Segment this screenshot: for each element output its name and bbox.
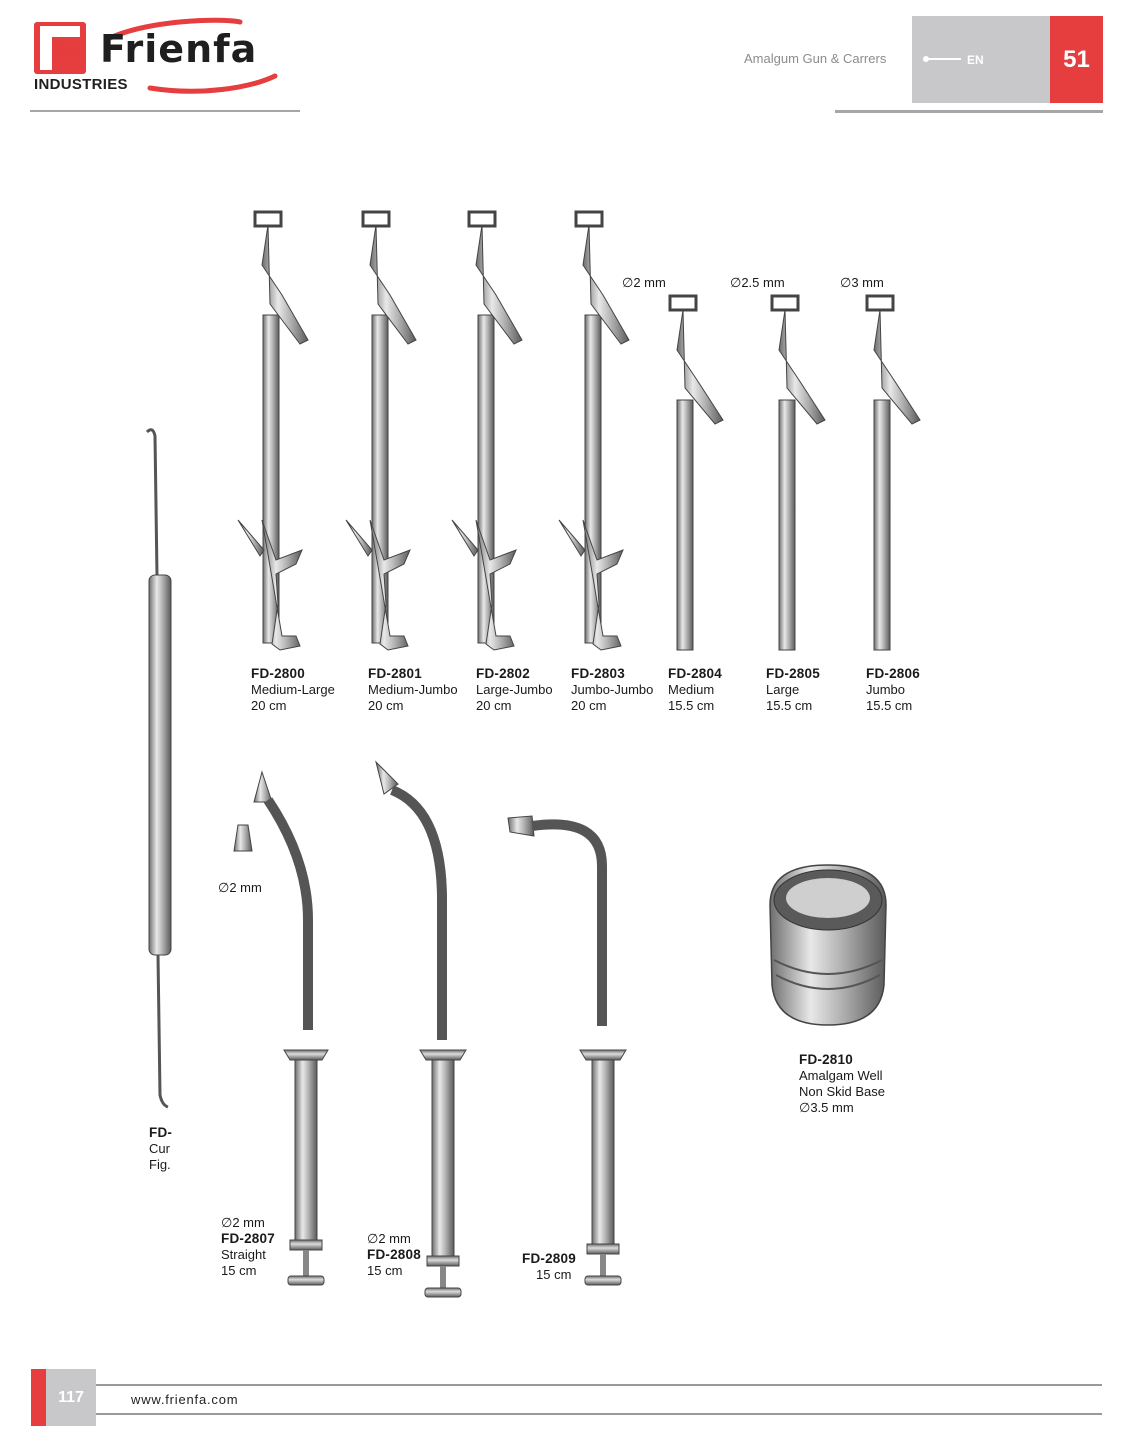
footer-url-link[interactable]: www.frienfa.com [131, 1392, 239, 1407]
cropped-instrument-image [147, 430, 171, 1107]
product-fd-2801 [368, 666, 458, 714]
product-fd-2805 [766, 666, 820, 714]
product-length: 15.5 cm [866, 698, 913, 713]
product-name: Jumbo-Jumbo [571, 682, 654, 697]
product-code: FD-2802 [476, 666, 530, 681]
language-label[interactable]: EN [967, 53, 984, 67]
product-fd-2804 [668, 666, 722, 714]
gun-fd-2808-image [376, 762, 466, 1297]
diameter-fd-2806: ∅3 mm [840, 275, 884, 290]
brand-name: Frienfa [100, 27, 258, 71]
gun-fd-2807-image [234, 772, 328, 1285]
product-name: Medium-Large [251, 682, 335, 697]
footer-divider-top [96, 1384, 1102, 1386]
product-name: Straight [221, 1247, 266, 1262]
product-length: 15.5 cm [766, 698, 813, 713]
product-line2: Non Skid Base [799, 1084, 885, 1099]
product-code: FD-2808 [367, 1247, 421, 1262]
footer-divider-bottom [96, 1413, 1102, 1415]
product-name: Large [766, 682, 800, 697]
product-length: 15 cm [221, 1263, 257, 1278]
product-code: FD-2807 [221, 1231, 275, 1246]
product-name: Jumbo [866, 682, 906, 697]
gun-fd-2809-image [508, 816, 626, 1285]
amalgam-well-image [770, 865, 886, 1025]
section-title: Amalgum Gun & Carrers [744, 51, 887, 66]
product-line1: Cur [149, 1141, 170, 1156]
product-fd-2808 [367, 1231, 421, 1279]
product-fd-2807 [221, 1215, 275, 1279]
product-diameter: ∅2 mm [367, 1231, 411, 1246]
carrier-fd-2804-image [670, 296, 723, 650]
product-code: FD-2810 [799, 1052, 853, 1067]
product-length: 15 cm [536, 1267, 572, 1282]
product-diameter: ∅3.5 mm [799, 1100, 854, 1115]
diameter-fd-2805: ∅2.5 mm [730, 275, 785, 290]
product-name: Large-Jumbo [476, 682, 553, 697]
product-length: 20 cm [368, 698, 404, 713]
product-cropped [149, 1125, 173, 1173]
carrier-fd-2805-image [772, 296, 825, 650]
product-length: 15 cm [367, 1263, 403, 1278]
product-fd-2810 [799, 1052, 885, 1116]
product-code: FD-2801 [368, 666, 422, 681]
diameter-fd-2804: ∅2 mm [622, 275, 666, 290]
product-line1: Amalgam Well [799, 1068, 883, 1083]
product-code: FD-2805 [766, 666, 820, 681]
product-diameter: ∅2 mm [221, 1215, 265, 1230]
product-length: 20 cm [251, 698, 287, 713]
carrier-fd-2802-image [452, 212, 522, 650]
carrier-fd-2806-image [867, 296, 920, 650]
tip-diameter-fd-2807: ∅2 mm [218, 880, 262, 895]
product-line2: Fig. [149, 1157, 171, 1172]
product-fd-2806 [866, 666, 920, 714]
product-code: FD-2809 [522, 1251, 576, 1266]
product-fd-2800 [251, 666, 335, 714]
product-code: FD- [149, 1125, 173, 1140]
product-fd-2803 [571, 666, 653, 714]
page-number: 117 [58, 1389, 84, 1406]
product-code: FD-2804 [668, 666, 722, 681]
product-code: FD-2803 [571, 666, 625, 681]
product-length: 20 cm [571, 698, 607, 713]
brand-subtitle: INDUSTRIES [34, 76, 128, 93]
product-length: 20 cm [476, 698, 512, 713]
product-fd-2809 [522, 1251, 576, 1283]
section-number: 51 [1063, 46, 1090, 73]
product-code: FD-2800 [251, 666, 305, 681]
carrier-fd-2803-image [559, 212, 629, 650]
carrier-fd-2801-image [346, 212, 416, 650]
product-name: Medium-Jumbo [368, 682, 458, 697]
product-name: Medium [668, 682, 715, 697]
carrier-fd-2800-image [238, 212, 308, 650]
product-fd-2802 [476, 666, 553, 714]
product-code: FD-2806 [866, 666, 920, 681]
product-length: 15.5 cm [668, 698, 715, 713]
footer-accent [31, 1369, 46, 1426]
